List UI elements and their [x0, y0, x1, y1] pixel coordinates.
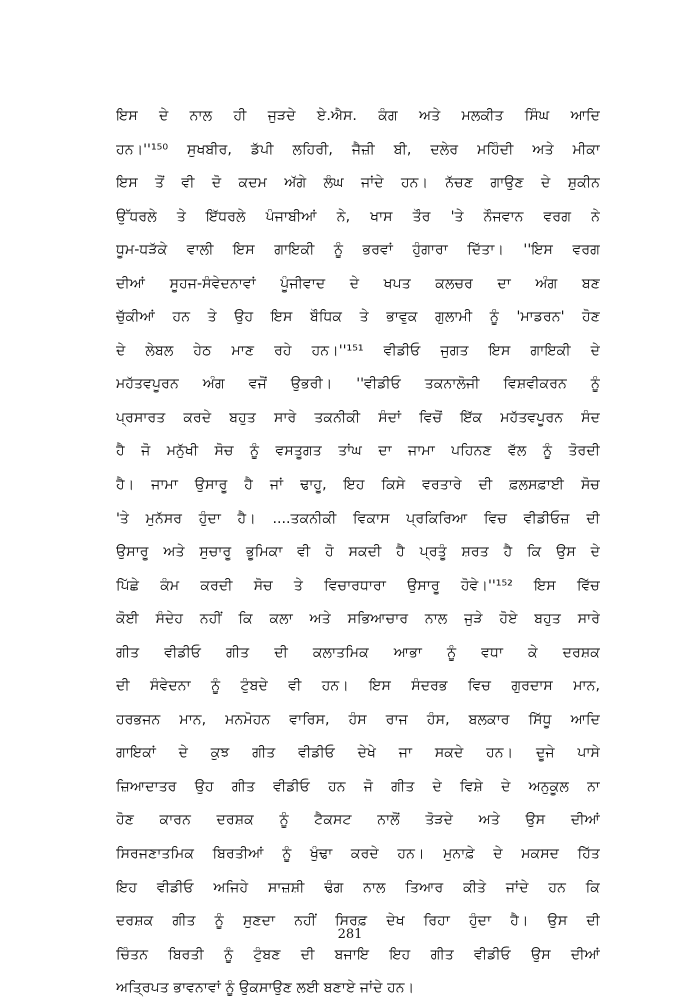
- text-line: ਹੈ ਜੋ ਮਨੁੱਖੀ ਸੋਚ ਨੂੰ ਵਸਤੂਗਤ ਤਾਂਘ ਦਾ ਜਾਮਾ ਪਹਿਨਣ ਵੱਲ ਨੂੰ ਤੋਰਦੀ: [116, 443, 600, 460]
- text-line: ਸਿਰਜਣਾਤਮਿਕ ਬਿਰਤੀਆਂ ਨੂੰ ਖੁੰਢਾ ਕਰਦੇ ਹਨ। ਮੁਨਾਫ਼ੇ ਦੇ ਮਕਸਦ ਹਿੱਤ: [116, 846, 600, 863]
- text-line: ਇਸ ਤੋਂ ਵੀ ਦੋ ਕਦਮ ਅੱਗੇ ਲੰਘ ਜਾਂਦੇ ਹਨ। ਨੱਚਣ ਗਾਉਣ ਦੇ ਸ਼ੁਕੀਨ: [116, 175, 600, 192]
- text-line: ਪ੍ਰਸਾਰਤ ਕਰਦੇ ਬਹੁਤ ਸਾਰੇ ਤਕਨੀਕੀ ਸੰਦਾਂ ਵਿਚੋਂ ਇੱਕ ਮਹੱਤਵਪੂਰਨ ਸੰਦ: [116, 409, 600, 426]
- text-line: ਚਿੰਤਨ ਬਿਰਤੀ ਨੂੰ ਟੁੰਬਣ ਦੀ ਬਜਾਇ ਇਹ ਗੀਤ ਵੀਡੀਓ ਉਸ ਦੀਆਂ: [116, 946, 600, 963]
- text-line: ਗਾਇਕਾਂ ਦੇ ਕੁਝ ਗੀਤ ਵੀਡੀਓ ਦੇਖੇ ਜਾ ਸਕਦੇ ਹਨ। ਦੂਜੇ ਪਾਸੇ: [116, 745, 600, 762]
- text-line: ਹਰਭਜਨ ਮਾਨ, ਮਨਮੋਹਨ ਵਾਰਿਸ, ਹੰਸ ਰਾਜ ਹੰਸ, ਬਲਕਾਰ ਸਿੱਧੂ ਆਦਿ: [116, 711, 600, 728]
- body-paragraph: [116, 100, 600, 1006]
- text-line: ਦਰਸ਼ਕ ਗੀਤ ਨੂੰ ਸੁਣਦਾ ਨਹੀਂ ਸਿਰਫ਼ ਦੇਖ ਰਿਹਾ ਹੁੰਦਾ ਹੈ। ਉਸ ਦੀ: [116, 913, 600, 930]
- text-line: ਗੀਤ ਵੀਡੀਓ ਗੀਤ ਦੀ ਕਲਾਤਮਿਕ ਆਭਾ ਨੂੰ ਵਧਾ ਕੇ ਦਰਸ਼ਕ: [116, 644, 600, 661]
- page-number: 281: [337, 927, 363, 942]
- text-line: ਪਿੱਛੇ ਕੰਮ ਕਰਦੀ ਸੋਚ ਤੇ ਵਿਚਾਰਧਾਰਾ ਉਸਾਰੂ ਹੋਵੇ।''¹⁵² ਇਸ ਵਿੱਚ: [116, 577, 600, 594]
- text-line: ਹੋਣ ਕਾਰਨ ਦਰਸ਼ਕ ਨੂੰ ਟੈਕਸਟ ਨਾਲੋਂ ਤੋੜਦੇ ਅਤੇ ਉਸ ਦੀਆਂ: [116, 812, 600, 829]
- text-line: ਉੱਧਰਲੇ ਤੇ ਇੱਧਰਲੇ ਪੰਜਾਬੀਆਂ ਨੇ, ਖਾਸ ਤੌਰ 'ਤੇ ਨੌਜਵਾਨ ਵਰਗ ਨੇ: [116, 208, 600, 225]
- text-line: ਦੇ ਲੇਬਲ ਹੇਠ ਮਾਣ ਰਹੇ ਹਨ।''¹⁵¹ ਵੀਡੀਓ ਜੁਗਤ ਇਸ ਗਾਇਕੀ ਦੇ: [116, 342, 600, 359]
- text-line: ਦੀ ਸੰਵੇਦਨਾ ਨੂੰ ਟੁੰਬਦੇ ਵੀ ਹਨ। ਇਸ ਸੰਦਰਭ ਵਿਚ ਗੁਰਦਾਸ ਮਾਨ,: [116, 678, 600, 695]
- text-line: ਅਤ੍ਰਿਪਤ ਭਾਵਨਾਵਾਂ ਨੂੰ ਉਕਸਾਉਣ ਲਈ ਬਣਾਏ ਜਾਂਦੇ ਹਨ।: [116, 980, 415, 997]
- text-line: ਇਹ ਵੀਡੀਓ ਅਜਿਹੇ ਸਾਜ਼ਸ਼ੀ ਢੰਗ ਨਾਲ ਤਿਆਰ ਕੀਤੇ ਜਾਂਦੇ ਹਨ ਕਿ: [116, 879, 600, 896]
- text-line: ਜ਼ਿਆਦਾਤਰ ਉਹ ਗੀਤ ਵੀਡੀਓ ਹਨ ਜੋ ਗੀਤ ਦੇ ਵਿਸ਼ੇ ਦੇ ਅਨੁਕੂਲ ਨਾ: [116, 778, 600, 795]
- text-line: 'ਤੇ ਮੁਨੱਸਰ ਹੁੰਦਾ ਹੈ। ....ਤਕਨੀਕੀ ਵਿਕਾਸ ਪ੍ਰਕਿਰਿਆ ਵਿਚ ਵੀਡੀਓਜ਼ ਦੀ: [116, 510, 600, 527]
- text-line: ਮਹੱਤਵਪੂਰਨ ਅੰਗ ਵਜੋਂ ਉਭਰੀ। ''ਵੀਡੀਓ ਤਕਨਾਲੋਜੀ ਵਿਸ਼ਵੀਕਰਨ ਨੂੰ: [116, 376, 600, 393]
- text-line: ਧੂਮ-ਧੜੱਕੇ ਵਾਲੀ ਇਸ ਗਾਇਕੀ ਨੂੰ ਭਰਵਾਂ ਹੁੰਗਾਰਾ ਦਿੱਤਾ। ''ਇਸ ਵਰਗ: [116, 242, 600, 259]
- text-line: ਹਨ।''¹⁵⁰ ਸੁਖਬੀਰ, ਡੱਪੀ ਲਹਿਰੀ, ਜੈਜ਼ੀ ਬੀ, ਦਲੇਰ ਮਹਿੰਦੀ ਅਤੇ ਮੀਕਾ: [116, 141, 600, 158]
- text-line: ਦੀਆਂ ਸੂਹਜ-ਸੰਵੇਦਨਾਵਾਂ ਪੂੰਜੀਵਾਦ ਦੇ ਖਪਤ ਕਲਚਰ ਦਾ ਅੰਗ ਬਣ: [116, 275, 600, 292]
- text-line: ਇਸ ਦੇ ਨਾਲ ਹੀ ਜੁੜਦੇ ਏ.ਐਸ. ਕੰਗ ਅਤੇ ਮਲਕੀਤ ਸਿੰਘ ਆਦਿ: [116, 108, 600, 124]
- text-line: ਚੁੱਕੀਆਂ ਹਨ ਤੇ ਉਹ ਇਸ ਬੌਧਿਕ ਤੇ ਭਾਵੁਕ ਗੁਲਾਮੀ ਨੂੰ 'ਮਾਡਰਨ' ਹੋਣ: [116, 309, 600, 326]
- text-line: ਹੈ। ਜਾਮਾ ਉਸਾਰੂ ਹੈ ਜਾਂ ਢਾਹੂ, ਇਹ ਕਿਸੇ ਵਰਤਾਰੇ ਦੀ ਫ਼ਲਸਫ਼ਾਈ ਸੋਚ: [116, 477, 600, 494]
- text-line: ਕੋਈ ਸੰਦੇਹ ਨਹੀਂ ਕਿ ਕਲਾ ਅਤੇ ਸਭਿਆਚਾਰ ਨਾਲ ਜੁੜੇ ਹੋਏ ਬਹੁਤ ਸਾਰੇ: [116, 611, 600, 628]
- text-line: ਉਸਾਰੂ ਅਤੇ ਸੁਚਾਰੂ ਭੂਮਿਕਾ ਵੀ ਹੋ ਸਕਦੀ ਹੈ ਪ੍ਰਤੂੰ ਸ਼ਰਤ ਹੈ ਕਿ ਉਸ ਦੇ: [116, 544, 600, 561]
